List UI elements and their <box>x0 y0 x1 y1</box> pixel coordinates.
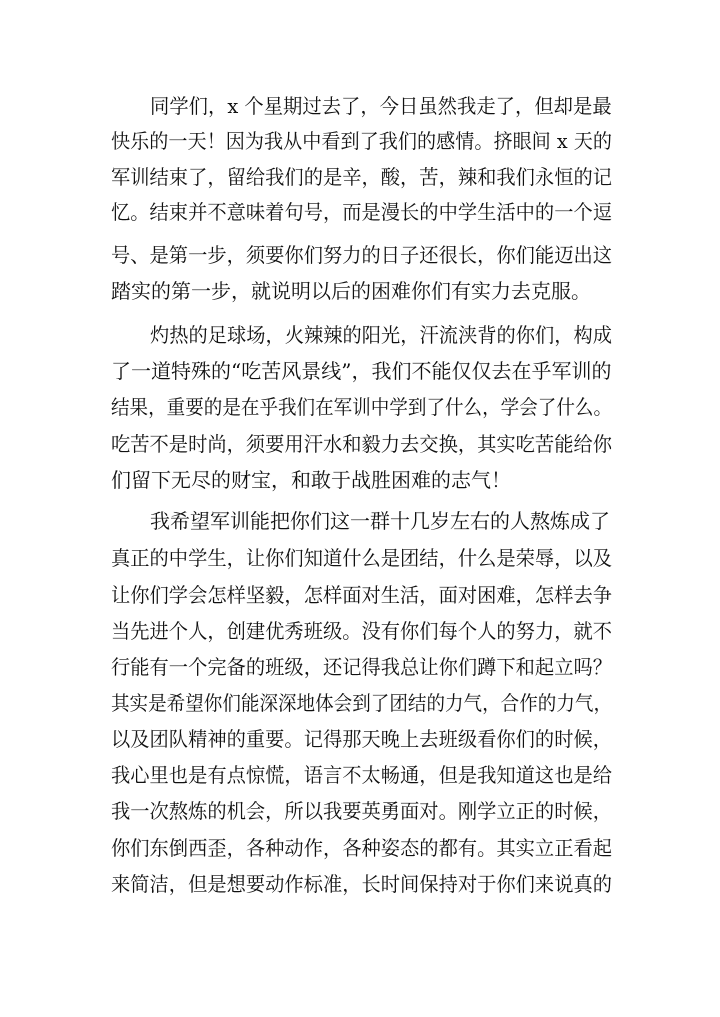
text-line: 我一次熬炼的机会，所以我要英勇面对。刚学立正的时候， <box>111 799 612 823</box>
text-line: 吃苦不是时尚，须要用汗水和毅力去交换，其实吃苦能给你 <box>111 432 612 456</box>
text-line: 真正的中学生，让你们知道什么是团结，什么是荣辱，以及 <box>111 546 612 570</box>
text-line: 踏实的第一步，就说明以后的困难你们有实力去克服。 <box>111 279 591 303</box>
text-line: 结果，重要的是在乎我们在军训中学到了什么，学会了什么。 <box>111 395 612 419</box>
text-line: 灼热的足球场，火辣辣的阳光，汗流浃背的你们，构成 <box>150 323 612 347</box>
text-line: 们留下无尽的财宝，和敢于战胜困难的志气！ <box>111 468 511 492</box>
text-line: 军训结束了，留给我们的是辛，酸，苦，辣和我们永恒的记 <box>111 165 612 189</box>
text-line: 快乐的一天！因为我从中看到了我们的感情。挤眼间 x 天的 <box>111 129 612 153</box>
text-line: 我希望军训能把你们这一群十几岁左右的人熬炼成了 <box>150 509 610 533</box>
text-line: 我心里也是有点惊慌，语言不太畅通，但是我知道这也是给 <box>111 763 612 787</box>
text-line: 来简洁，但是想要动作标准，长时间保持对于你们来说真的 <box>111 872 612 896</box>
text-line: 忆。结束并不意味着句号，而是漫长的中学生活中的一个逗 <box>111 200 612 224</box>
text-line: 让你们学会怎样坚毅，怎样面对生活，面对困难，怎样去争 <box>111 583 612 607</box>
text-line: 其实是希望你们能深深地体会到了团结的力气，合作的力气， <box>111 691 612 715</box>
text-line: 当先进个人，创建优秀班级。没有你们每个人的努力，就不 <box>111 619 612 643</box>
text-line: 行能有一个完备的班级，还记得我总让你们蹲下和起立吗？ <box>111 655 612 679</box>
text-line: 你们东倒西歪，各种动作，各种姿态的都有。其实立正看起 <box>111 836 612 860</box>
text-line: 号、是第一步，须要你们努力的日子还很长，你们能迈出这 <box>111 243 612 267</box>
text-line: 同学们，x 个星期过去了，今日虽然我走了，但却是最 <box>150 94 612 118</box>
text-line: 了一道特殊的“吃苦风景线”，我们不能仅仅去在乎军训的 <box>111 359 612 383</box>
text-line: 以及团队精神的重要。记得那天晚上去班级看你们的时候， <box>111 727 612 751</box>
